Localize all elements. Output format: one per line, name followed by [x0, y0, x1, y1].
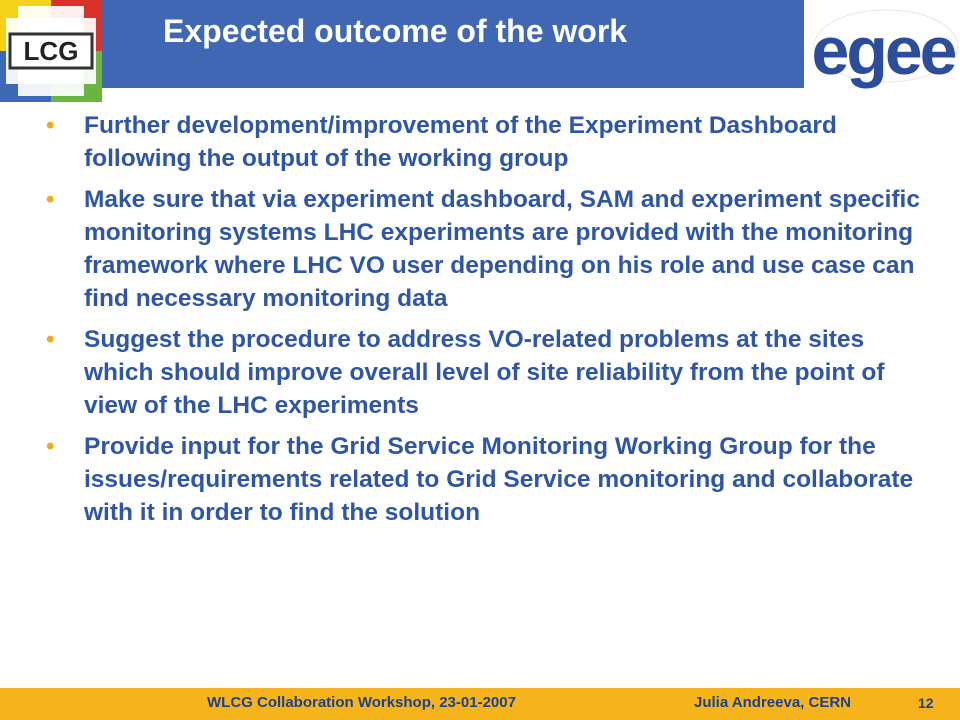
bullet-marker: •: [46, 326, 55, 353]
bullet-list: [46, 109, 926, 537]
bullet-text: Further development/improvement of the Experiment Dashboard following the output of the working group: [84, 112, 837, 172]
slide-title: Expected outcome of the work: [163, 13, 628, 49]
egee-logo-text: egee: [811, 13, 955, 89]
page-number: 12: [918, 695, 934, 711]
bullet-item: [46, 430, 926, 529]
egee-logo: [806, 0, 960, 90]
lcg-logo: [0, 0, 102, 102]
bullet-text: Suggest the procedure to address VO-related problems at the sites which should improve overall level of site reliability from the point of view of the LHC experiments: [84, 326, 885, 419]
bullet-item: [46, 109, 926, 175]
bullet-text: Provide input for the Grid Service Monitoring Working Group for the issues/requirements related to Grid Service monitoring and collaborate with it in order to find the solution: [84, 433, 914, 526]
footer-event: WLCG Collaboration Workshop, 23-01-2007: [207, 694, 516, 711]
bullet-marker: •: [46, 186, 55, 213]
bullet-marker: •: [46, 433, 55, 460]
bullet-item: [46, 183, 926, 315]
footer-author: Julia Andreeva, CERN: [694, 694, 851, 711]
bullet-text: Make sure that via experiment dashboard, SAM and experiment specific monitoring systems LHC experiments are provided with the monitoring framework where LHC VO user depending on his role and use case can find necessary monitoring data: [84, 186, 920, 312]
lcg-logo-text: LCG: [23, 36, 79, 66]
bullet-item: [46, 323, 926, 422]
bullet-marker: •: [46, 112, 55, 139]
